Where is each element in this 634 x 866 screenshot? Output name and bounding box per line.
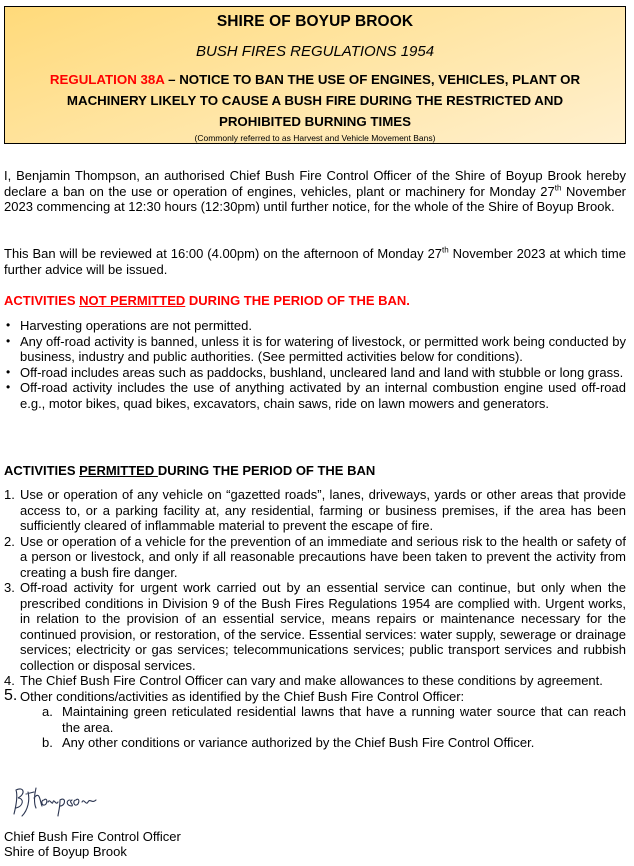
- signature-block: [4, 829, 181, 859]
- list-item: [0, 673, 626, 689]
- regulations-subtitle: BUSH FIRES REGULATIONS 1954: [195, 43, 435, 60]
- item-number: 1.: [4, 487, 15, 502]
- signatory-organisation: Shire of Boyup Brook: [4, 844, 127, 859]
- item-text: Use or operation of any vehicle on “gazetted roads”, lanes, driveways, yards or other areas that provide access to, or a parking facility at, any residential, farming or business premises, if the area has been sufficiently cleared of inflammable material to prevent the escape of fire.: [20, 487, 626, 533]
- item-text: Use or operation of a vehicle for the prevention of an immediate and serious risk to the health or safety of a person or livestock, and only if all reasonable precautions have been taken to prevent the activity from creating a bush fire danger.: [20, 533, 626, 580]
- signature-image: [10, 782, 110, 818]
- heading-pre: ACTIVITIES: [4, 463, 80, 478]
- item-number: 5.: [4, 686, 18, 704]
- item-text: Any other conditions or variance authorized by the Chief Bush Fire Control Officer.: [62, 735, 535, 750]
- list-item: [0, 534, 626, 581]
- item-letter: a.: [42, 704, 53, 719]
- heading-underlined: PERMITTED: [79, 463, 158, 478]
- regulation-text: – NOTICE TO BAN THE USE OF ENGINES, VEHICLES, PLANT OR MACHINERY LIKELY TO CAUSE A BUSH FIRE DURING THE RESTRICTED AND PROHIBITED BURNING TIMES: [66, 72, 581, 129]
- list-item: [0, 580, 626, 673]
- item-text: Other conditions/activities as identified by the Chief Bush Fire Control Officer:: [20, 688, 465, 704]
- item-letter: b.: [42, 735, 53, 750]
- sub-list-item: [20, 704, 626, 735]
- list-item: • Off-road includes areas such as paddocks, bushland, uncleared land and land with stubble or long grass.: [0, 365, 626, 381]
- heading-pre: ACTIVITIES: [4, 293, 80, 308]
- list-item: [0, 686, 626, 751]
- review-text-1: This Ban will be reviewed at 16:00 (4.00pm) on the afternoon of Monday 27: [4, 246, 443, 261]
- item-text: Maintaining green reticulated residential lawns that have a running water source that can reach the area.: [62, 704, 626, 735]
- sub-list-item: [20, 735, 626, 751]
- shire-title: SHIRE OF BOYUP BROOK: [216, 13, 414, 30]
- not-permitted-list: [0, 318, 626, 411]
- heading-post: DURING THE PERIOD OF THE BAN.: [185, 293, 410, 308]
- heading-post: DURING THE PERIOD OF THE BAN: [157, 463, 376, 478]
- regulation-label: REGULATION 38A: [49, 72, 165, 87]
- declaration-text-1: I, Benjamin Thompson, an authorised Chief Bush Fire Control Officer of the Shire of Boyup Brook hereby declare a ban on the use or operation of engines, vehicles, plant or machinery for Monday 27: [4, 168, 626, 199]
- review-text-2: November 2023 at which time further advice will be issued.: [4, 246, 626, 277]
- declaration-paragraph: [4, 168, 626, 215]
- list-item: • Off-road activity includes the use of anything activated by an internal combustion engine used off-road e.g., motor bikes, quad bikes, excavators, chain saws, ride on lawn mowers and generators.: [0, 380, 626, 411]
- item-number: 3.: [4, 580, 15, 595]
- item-number: 4.: [4, 673, 15, 688]
- regulation-heading: [5, 69, 625, 132]
- review-paragraph: [4, 246, 626, 277]
- item-number: 2.: [4, 533, 15, 549]
- list-item: • Harvesting operations are not permitted.: [0, 318, 626, 334]
- list-item: • Any off-road activity is banned, unless it is for watering of livestock, or permitted work being conducted by business, industry and public authorities. (See permitted activities below for conditions).: [0, 334, 626, 365]
- list-item: [0, 487, 626, 534]
- permitted-list: [0, 487, 626, 751]
- item-text: The Chief Bush Fire Control Officer can vary and make allowances to these conditions by agreement.: [20, 673, 603, 688]
- declaration-sup: th: [554, 183, 562, 193]
- notice-header-box: [4, 6, 626, 144]
- review-sup: th: [442, 245, 449, 255]
- sub-list: [20, 704, 626, 751]
- item-text: Off-road activity for urgent work carried out by an essential service can continue, but only when the prescribed conditions in Division 9 of the Bush Fires Regulations 1954 are complied with. Urgent works, in relation to the provision of an essential service, means repairs or maintenance necessary for the continued provision, or restoration, of the service. Essential services: water supply, sewerage or drainage services; electricity or gas services; telecommunications services; public transport services and rubbish collection or disposal services.: [20, 580, 626, 673]
- not-permitted-heading: [4, 293, 410, 308]
- declaration-text-2: November 2023 commencing at 12:30 hours (12:30pm) until further notice, for the whole of the Shire of Boyup Brook.: [4, 183, 626, 214]
- header-note: (Commonly referred to as Harvest and Vehicle Movement Bans): [194, 133, 436, 143]
- permitted-heading: [4, 463, 375, 478]
- signatory-role: Chief Bush Fire Control Officer: [4, 829, 181, 844]
- heading-underlined: NOT PERMITTED: [79, 293, 186, 308]
